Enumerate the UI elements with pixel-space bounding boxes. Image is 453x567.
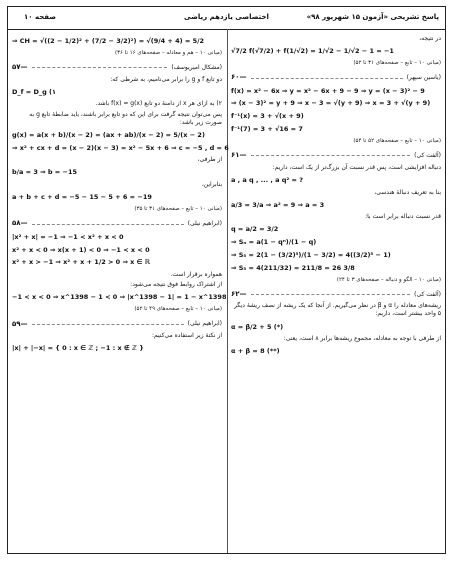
paragraph: قدر نسبت دنباله برابر است با: [365,213,441,221]
question-header [12,63,222,72]
paragraph: ریشه‌های معادله را α و β در نظر می‌گیریم. از آنجا که یک ریشه از نصف ریشهٔ دیگر ۵ واحد بیشتر است، داریم: [233,302,441,318]
paragraph: بنا به تعریف دنبالهٔ هندسی، [374,188,441,196]
question-number: —۵۷ [12,63,28,72]
equation: √7/2 f(√7/2) + f(1/√2) = 1/√2 − 1/√2 − 1 = −1 [231,47,394,56]
equation: x² + x < 0 ⇒ x(x + 1) < 0 ⇒ −1 < x < 0 [12,245,150,254]
separator-rule [251,78,403,79]
equation: a , a q , ... , a q² = ? [231,175,303,184]
paragraph: ۲) به ازای هر x از دامنهٔ دو تابع f(x) = g(x) باشد. [95,100,222,108]
paragraph: همواره برقرار است. [170,271,222,279]
equation: ⇒ x² + cx + d = (x − 2)(x − 3) = x² − 5x + 6 ⇒ c = −5 , d = 6 [12,143,229,152]
equation: ⇒ CH = √((2 − 1/2)² + (7/2 − 3/2)²) = √(9/4 + 4) = 5/2 [12,37,204,45]
equation: ⇒ (x − 3)² = y + 9 ⇒ x − 3 = √(y + 9) ⇒ x = 3 + √(y + 9) [231,99,431,108]
equation: f⁻¹(x) = 3 + √(x + 9) [231,112,304,121]
equation: x² + x > −1 ⇒ x² + x + 1/2 > 0 ⇒ x ∈ ℝ [12,258,150,267]
question-number: —۶۱ [231,151,247,160]
separator-rule [32,67,168,68]
source-reference: (مبانی ۱۰ – هم و معادله – صفحه‌های ۱۶ تا ۳۶) [114,49,222,56]
question-number: —۶۰ [231,73,247,82]
paragraph: از طرفی با توجه به معادله، مجموع ریشه‌ها برابر ۸ است، یعنی: [283,335,441,343]
question-header [12,320,222,329]
paragraph: از نکتهٔ زیر استفاده می‌کنیم: [152,331,222,339]
equation: D_f = D_g (۱ [12,87,56,96]
question-header [231,73,441,82]
paragraph: در نتیجه، [419,35,441,42]
left-column [231,33,441,549]
separator-rule [32,224,184,225]
author-label: (مشکال امیر‌یوسف) [171,63,222,71]
equation: ⇒ S₅ = 4(211/32) = 211/8 = 26 3/8 [231,263,355,272]
source-reference: (مبانی ۱۰ – تابع – صفحه‌های ۵۲ تا ۵۴) [353,137,441,144]
separator-rule [251,155,411,156]
equation: f(x) = x² − 6x ⇒ y = x² − 6x + 9 − 9 ⇒ y = (x − 3)² − 9 [231,86,425,95]
separator-rule [251,294,411,295]
paragraph: دو تابع f و g را برابر می‌نامیم، به شرطی که: [110,75,222,83]
equation: |x| + |−x| = { 0 : x ∈ ℤ ; −1 : x ∉ ℤ } [12,344,144,353]
equation: |x² + x| = −1 ⇒ −1 < x² + x < 0 [12,232,124,241]
equation: q = a/2 = 3/2 [231,225,279,234]
header-title: پاسخ تشریحی «آزمون ۱۵ شهریور ۹۸» [306,13,439,21]
equation: −1 < x < 0 ⇒ x^1398 − 1 < 0 ⇒ |x^1398 − 1| = 1 − x^1398 [12,293,227,302]
author-label: (ابراهیم نیلی) [187,220,222,228]
header-subject: اختصاصی یازدهم ریاضی [184,13,269,21]
question-number: —۵۹ [12,319,28,328]
author-label: (یاسین سپهر) [406,73,441,81]
column-divider [227,29,228,553]
author-label: (آلفت کی) [414,151,441,159]
page-number: صفحه ۱۰ [24,13,57,21]
equation: α = β/2 + 5 (*) [231,322,284,331]
author-label: (ابراهیم نیلی) [187,320,222,328]
equation: b/a = 3 ⇒ b = −15 [12,168,77,177]
paragraph: بنابراین، [201,181,222,189]
question-number: —۵۸ [12,219,28,228]
separator-rule [32,324,184,325]
equation: a/3 = 3/a ⇒ a² = 9 ⇒ a = 3 [231,200,325,209]
equation: g(x) = a(x + b)/(x − 2) = (ax + ab)/(x − 2) = 5/(x − 2) [12,130,205,139]
question-header [231,290,441,299]
equation: α + β = 8 (**) [231,347,280,356]
source-reference: (مبانی ۱۰ – تابع – صفحه‌های ۳۱ تا ۵۲) [353,59,441,66]
page [7,6,446,554]
author-label: (آلفت کی) [414,290,441,298]
question-header [12,219,222,228]
question-number: —۶۲ [231,289,247,298]
paragraph: دنباله افزایشی است، پس قدر نسبت آن بزرگ‌تر از یک است، داریم: [272,163,441,171]
paragraph: از طرفی، [197,156,222,164]
page-header [8,7,445,30]
paragraph: پس می‌توان نتیجه گرفت برای این که دو تابع برابر باشند، باید ضابطهٔ تابع g به صورت زیر باشد: [29,110,222,126]
right-column [12,33,229,549]
equation: ⇒ S₅ = 2(1 − (3/2)⁵)/(1 − 3/2) = 4((3/2)⁵ − 1) [231,250,391,259]
source-reference: (مبانی ۱۰ – تابع – صفحه‌های ۴۹ تا ۵۲) [134,306,222,313]
source-reference: (مبانی ۱۰ – الگو و دنباله – صفحه‌های ۳ تا ۲۴) [336,276,441,283]
question-header [231,151,441,160]
equation: f⁻¹(7) = 3 + √16 = 7 [231,125,303,134]
equation: a + b + c + d = −5 − 15 − 5 + 6 = −19 [12,193,152,202]
source-reference: (مبانی ۱۰ – تابع – صفحه‌های ۳۱ تا ۳۵) [134,206,222,213]
paragraph: از اشتراک روابط فوق نتیجه می‌شود: [130,281,222,289]
equation: ⇒ Sₙ = a(1 − qⁿ)/(1 − q) [231,238,317,247]
